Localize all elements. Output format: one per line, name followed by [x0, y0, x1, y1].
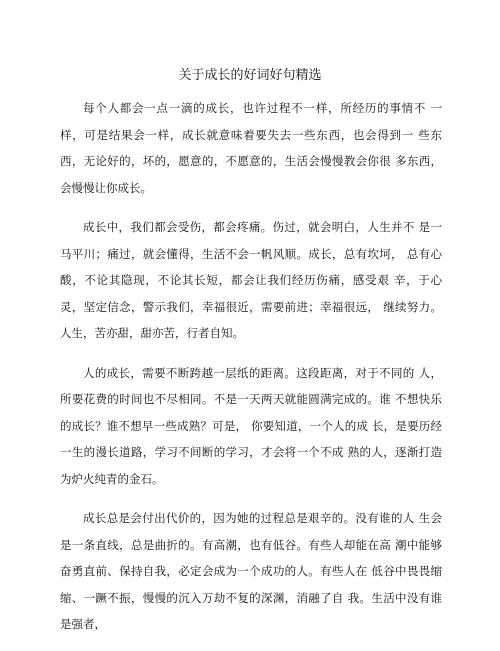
paragraph-3: 人的成长，需要不断跨越一层纸的距离。这段距离，对于不同的 人，所要花费的时间也不尽相同。不是一天两天就能圆满完成的。谁 不想快乐的成长？谁不想早一些成熟？可是， 你要知道，一个人的成 长，是要历经一生的漫长道路，学习不间断的学习，才会将一个不成 熟的人，逐渐打造为炉火纯青的金石。: [60, 365, 442, 486]
paragraph-4: 成长总是会付出代价的，因为她的过程总是艰辛的。没有谁的人 生会是一条直线，总是曲折的。有高潮，也有低谷。有些人却能在高 潮中能够奋勇直前、保持自我，必定会成为一个成功的人。有些人在 低谷中畏畏缩缩、一蹶不振，慢慢的沉入万劫不复的深渊，消融了自 我。生活中没有谁是强者，: [60, 511, 442, 631]
paragraph-1: 每个人都会一点一滴的成长，也许过程不一样，所经历的事情不 一样，可是结果会一样，成长就意味着要失去一些东西，也会得到一 些东西，无论好的，坏的，愿意的，不愿意的，生活会慢慢教会你很 多东西，会慢慢让你成长。: [60, 101, 442, 195]
paragraph-2: 成长中，我们都会受伤，都会疼痛。伤过，就会明白，人生并不 是一马平川；痛过，就会懂得，生活不会一帆风顺。成长，总有坎坷， 总有心酸，不论其隐现，不论其长短，都会让我们经历伤痛，感受艰 辛，于心灵，坚定信念，警示我们，幸福很近，需要前进；幸福很远， 继续努力。人生，苦亦甜，甜亦苦，行者自知。: [60, 220, 442, 340]
document-title: 关于成长的好词好句精选: [178, 68, 322, 83]
document-body: [60, 95, 442, 651]
